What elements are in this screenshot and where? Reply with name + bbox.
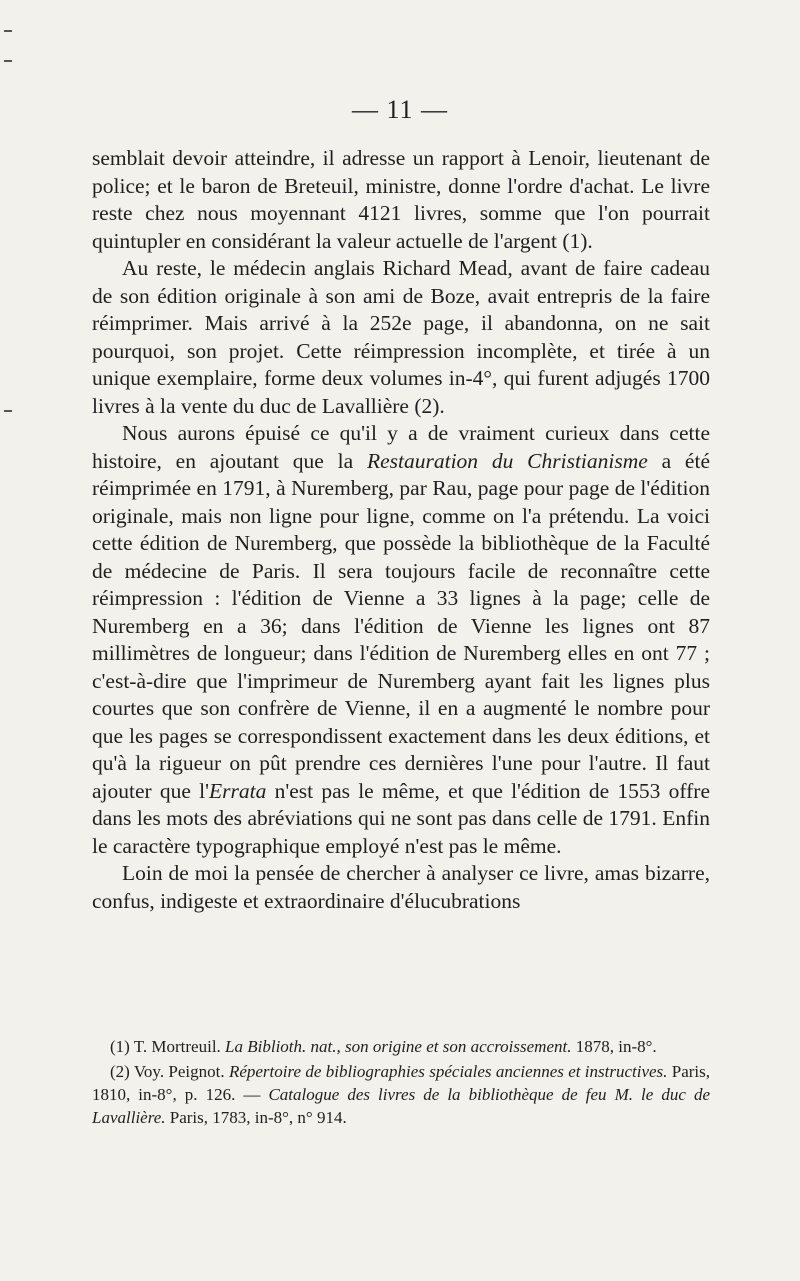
scan-edge-mark	[4, 30, 12, 32]
footnote-2-title-1: Répertoire de bibliographies spéciales anciennes et instructives.	[228, 1062, 668, 1081]
footnote-2	[92, 1060, 710, 1129]
footnote-2-title-2: Catalogue des livres de la bibliothèque de feu M. le duc de Lavallière.	[92, 1085, 710, 1127]
paragraph-3-text-b: a été réimprimée en 1791, à Nuremberg, par Rau, page pour page de l'édition originale, mais non ligne pour ligne, comme on l'a prétendu. La voici cette édition de Nuremberg, que possède la bibliothèque de la Faculté de médecine de Paris. Il sera toujours facile de reconnaître cette réimpression : l'édition de Vienne a 33 lignes à la page; celle de Nuremberg en a 36; dans l'édition de Vienne les lignes ont 87 millimètres de longueur; dans l'édition de Nuremberg elles en ont 77 ; c'est-à-dire que l'imprimeur de Nuremberg ayant fait les lignes plus courtes que son confrère de Vienne, il en a augmenté le nombre pour que les pages se correspondissent exactement dans les deux éditions, et qu'à la rigueur on pût prendre ces dernières l'une pour l'autre. Il faut ajouter que l'	[92, 448, 710, 803]
body-text	[92, 145, 710, 915]
book-title-restauration: Restauration du Christianisme	[366, 448, 648, 473]
paragraph-1: semblait devoir atteindre, il adresse un rapport à Lenoir, lieutenant de police; et le baron de Breteuil, ministre, donne l'ordre d'achat. Le livre reste chez nous moyennant 4121 livres, somme que l'on pourrait quintupler en considérant la valeur actuelle de l'argent (1).	[92, 146, 710, 253]
errata-term: Errata	[209, 778, 267, 803]
scan-edge-mark	[4, 410, 12, 412]
footnote-2-text-a: (2) Voy. Peignot.	[110, 1062, 229, 1081]
footnote-1-title: La Biblioth. nat., son origine et son accroissement.	[225, 1037, 572, 1056]
page-number: — 11 —	[351, 95, 449, 124]
footnote-1-text-b: 1878, in-8°.	[571, 1037, 657, 1056]
footnotes	[92, 1035, 710, 1131]
paragraph-3-text-a: Nous aurons épuisé ce qu'il y a de vraiment curieux dans cette histoire, en ajoutant que la	[92, 421, 710, 473]
footnote-1	[92, 1035, 710, 1058]
scan-edge-mark	[4, 60, 12, 62]
footnote-2-text-c: Paris, 1783, in-8°, n° 914.	[165, 1108, 347, 1127]
paragraph-3	[92, 420, 710, 860]
paragraph-4: Loin de moi la pensée de chercher à analyser ce livre, amas bizarre, confus, indigeste et extraordinaire d'élucubrations	[92, 861, 710, 913]
paragraph-3-text-c: n'est pas le même, et que l'édition de 1553 offre dans les mots des abréviations qui ne sont pas dans celle de 1791. Enfin le caractère typographique employé n'est pas le même.	[92, 778, 710, 858]
paragraph-2: Au reste, le médecin anglais Richard Mead, avant de faire cadeau de son édition originale à son ami de Boze, avait entrepris de la faire réimprimer. Mais arrivé à la 252e page, il abandonna, on ne sait pourquoi, son projet. Cette réimpression incomplète, et tirée à un unique exemplaire, forme deux volumes in-4°, qui furent adjugés 1700 livres à la vente du duc de Lavallière (2).	[92, 256, 710, 418]
footnote-1-text-a: (1) T. Mortreuil.	[110, 1037, 226, 1056]
footnote-2-text-b: Paris, 1810, in-8°, p. 126. —	[92, 1062, 711, 1104]
